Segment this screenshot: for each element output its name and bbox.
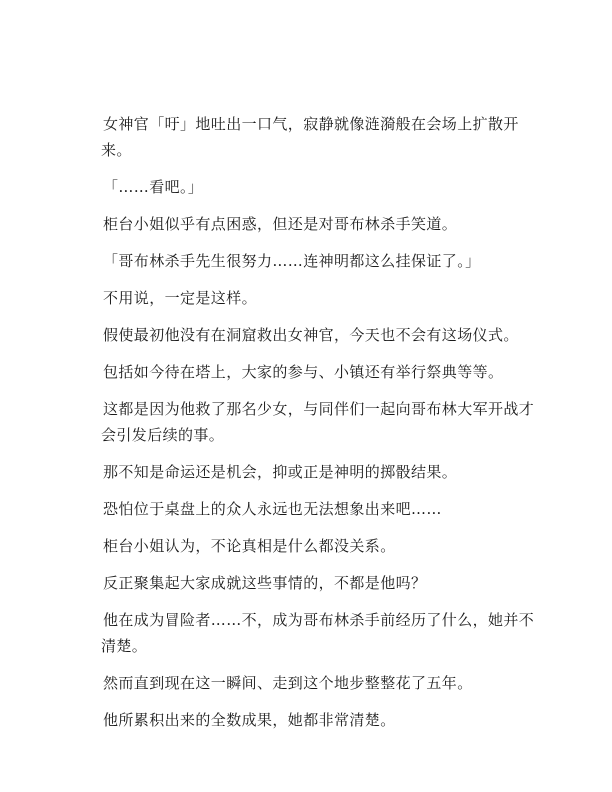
paragraph: 恐怕位于桌盘上的众人永远也无法想象出来吧…… <box>103 500 442 518</box>
paragraph: 他所累积出来的全数成果，她都非常清楚。 <box>103 711 396 729</box>
paragraph: 「……看吧。」 <box>103 178 204 196</box>
paragraph: 这都是因为他救了那名少女，与同伴们一起向哥布林大军开战才会引发后续的事。 <box>101 400 535 444</box>
paragraph: 不用说，一定是这样。 <box>103 289 258 307</box>
paragraph: 假使最初他没有在洞窟救出女神官，今天也不会有这场仪式。 <box>103 326 519 344</box>
paragraph: 他在成为冒险者……不，成为哥布林杀手前经历了什么，她并不清楚。 <box>101 611 535 655</box>
paragraph: 然而直到现在这一瞬间、走到这个地步整整花了五年。 <box>103 674 473 692</box>
paragraph: 反正聚集起大家成就这些事情的，不都是他吗？ <box>103 574 427 592</box>
paragraph: 柜台小姐认为，不论真相是什么都没关系。 <box>103 537 396 555</box>
body-text <box>101 111 545 744</box>
paragraph: 包括如今待在塔上，大家的参与、小镇还有举行祭典等等。 <box>103 363 504 381</box>
paragraph: 「哥布林杀手先生很努力……连神明都这么挂保证了。」 <box>103 252 481 270</box>
paragraph: 柜台小姐似乎有点困惑，但还是对哥布林杀手笑道。 <box>103 215 458 233</box>
paragraph: 女神官「吁」地吐出一口气，寂静就像涟漪般在会场上扩散开来。 <box>101 115 519 159</box>
paragraph: 那不知是命运还是机会，抑或正是神明的掷骰结果。 <box>103 463 458 481</box>
